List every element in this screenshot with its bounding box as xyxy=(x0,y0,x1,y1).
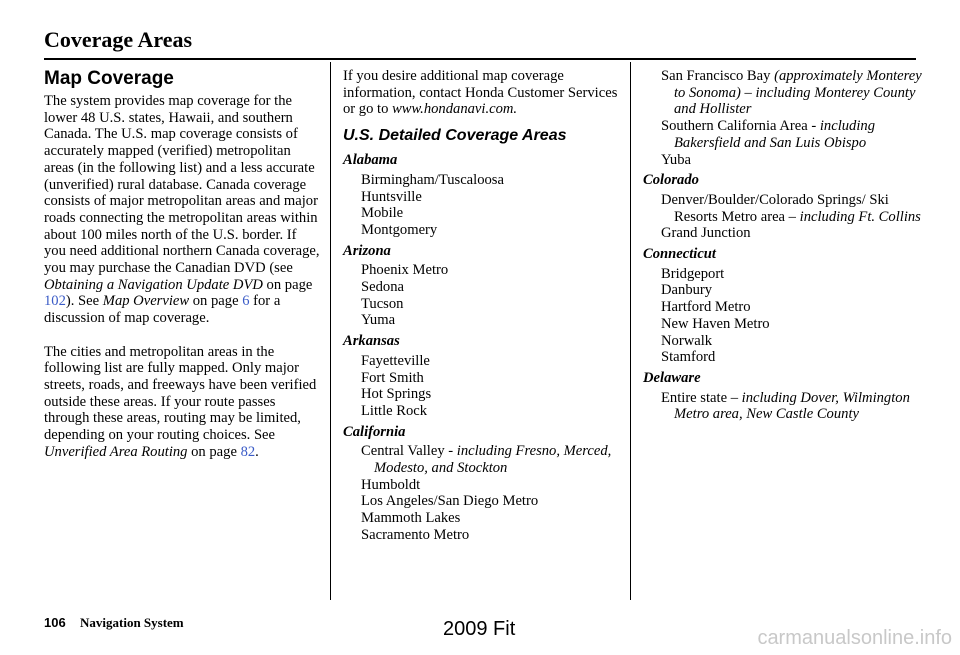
text: on page xyxy=(262,276,313,293)
list-item: Hartford Metro xyxy=(661,299,751,316)
list-item: Norwalk xyxy=(661,332,713,349)
section-heading: Map Coverage xyxy=(44,68,174,89)
cross-reference: Unverified Area Routing xyxy=(44,443,188,460)
state-name: Arizona xyxy=(343,242,391,259)
header-divider xyxy=(44,58,916,60)
list-item xyxy=(643,390,923,423)
text: The cities and metropolitan areas in the following list are fully mapped. Only major streets, roads, and freeways have been verified outside these areas. If your route passes through these areas, routing may be limited, depending on your routing choices. See xyxy=(44,343,317,444)
text: on page xyxy=(189,293,243,310)
page-number: 106 xyxy=(44,615,66,630)
website-url: www.hondanavi.com. xyxy=(392,101,518,118)
list-item: Los Angeles/San Diego Metro xyxy=(361,493,539,510)
list-item: Sedona xyxy=(361,279,404,296)
footer-model-label: 2009 Fit xyxy=(443,618,516,640)
list-item: New Haven Metro xyxy=(661,315,770,332)
right-column xyxy=(643,68,923,423)
list-item xyxy=(343,443,619,476)
list-item: Danbury xyxy=(661,282,713,299)
page-title: Coverage Areas xyxy=(44,27,193,52)
text: ). See xyxy=(65,293,103,310)
list-item: Fayetteville xyxy=(361,352,430,369)
middle-column xyxy=(343,68,619,544)
column-divider xyxy=(630,62,631,600)
mapped-areas-paragraph xyxy=(44,344,320,461)
list-item: Bridgeport xyxy=(661,265,725,282)
list-item: Yuma xyxy=(361,312,396,329)
footer-section-name: Navigation System xyxy=(80,615,184,630)
state-name: Colorado xyxy=(643,172,699,189)
coverage-paragraph xyxy=(44,93,320,327)
text: Central Valley - xyxy=(361,443,457,460)
cross-reference: Map Overview xyxy=(102,293,190,310)
page-link[interactable]: 6 xyxy=(242,293,250,310)
list-item: Sacramento Metro xyxy=(361,526,470,543)
list-item: Birmingham/Tuscaloosa xyxy=(361,171,504,188)
list-item: Yuba xyxy=(661,151,691,168)
state-name: Alabama xyxy=(343,152,398,169)
text: San Francisco Bay xyxy=(661,68,775,84)
item-note: including Fresno, Merced, Modesto, and Stockton xyxy=(374,443,612,477)
item-note: (approximately Monterey to Sonoma) – including Monterey County and Hollister xyxy=(674,68,922,118)
list-item: Phoenix Metro xyxy=(361,262,449,279)
text: for a discussion of map coverage. xyxy=(44,293,281,327)
state-name: Delaware xyxy=(643,369,701,386)
watermark: carmanualsonline.info xyxy=(757,627,952,649)
page-link[interactable]: 102 xyxy=(44,293,66,310)
cross-reference: Obtaining a Navigation Update DVD xyxy=(44,276,263,293)
list-item: Huntsville xyxy=(361,188,422,205)
list-item xyxy=(643,68,923,118)
item-note: including Bakersfield and San Luis Obispo xyxy=(674,118,876,151)
list-item: Grand Junction xyxy=(661,225,751,242)
column-divider xyxy=(330,62,331,600)
list-item: Little Rock xyxy=(361,402,428,419)
list-item xyxy=(643,192,923,225)
list-item: Mammoth Lakes xyxy=(361,510,461,527)
text: on page xyxy=(187,443,241,460)
text: Entire state – xyxy=(661,389,742,406)
item-note: including Ft. Collins xyxy=(799,208,921,225)
intro-paragraph xyxy=(343,68,619,118)
text: . xyxy=(255,443,259,460)
text: Southern California Area - xyxy=(661,118,820,135)
state-name: California xyxy=(343,423,406,440)
page-link[interactable]: 82 xyxy=(240,443,256,460)
text: The system provides map coverage for the lower 48 U.S. states, Hawaii, and southern Canada. The U.S. map coverage consists of accurately mapped (verified) metropolitan areas (in the following list) and a less accurate (unverified) rural database. Canada coverage consists of major metropolitan areas and major roads connecting the metropolitan areas within about 100 miles north of the U.S. border. If you need additional northern Canada coverage, you may purchase the Canadian DVD (see xyxy=(44,93,320,277)
list-item: Stamford xyxy=(661,349,716,366)
state-name: Arkansas xyxy=(343,333,400,350)
text: Denver/Boulder/Colorado Springs/ Ski Resorts Metro area – xyxy=(661,191,889,225)
left-column xyxy=(44,68,320,460)
list-item: Mobile xyxy=(361,205,404,222)
list-item xyxy=(643,118,923,151)
list-item: Fort Smith xyxy=(361,369,424,386)
list-item: Montgomery xyxy=(361,221,438,238)
text: If you desire additional map coverage information, contact Honda Customer Services or go to xyxy=(343,68,618,118)
state-name: Connecticut xyxy=(643,246,716,263)
item-note: including Dover, Wilmington Metro area, New Castle County xyxy=(674,389,910,423)
list-item: Hot Springs xyxy=(361,386,432,403)
list-item: Humboldt xyxy=(361,476,421,493)
subsection-heading: U.S. Detailed Coverage Areas xyxy=(343,127,567,145)
list-item: Tucson xyxy=(361,295,404,312)
